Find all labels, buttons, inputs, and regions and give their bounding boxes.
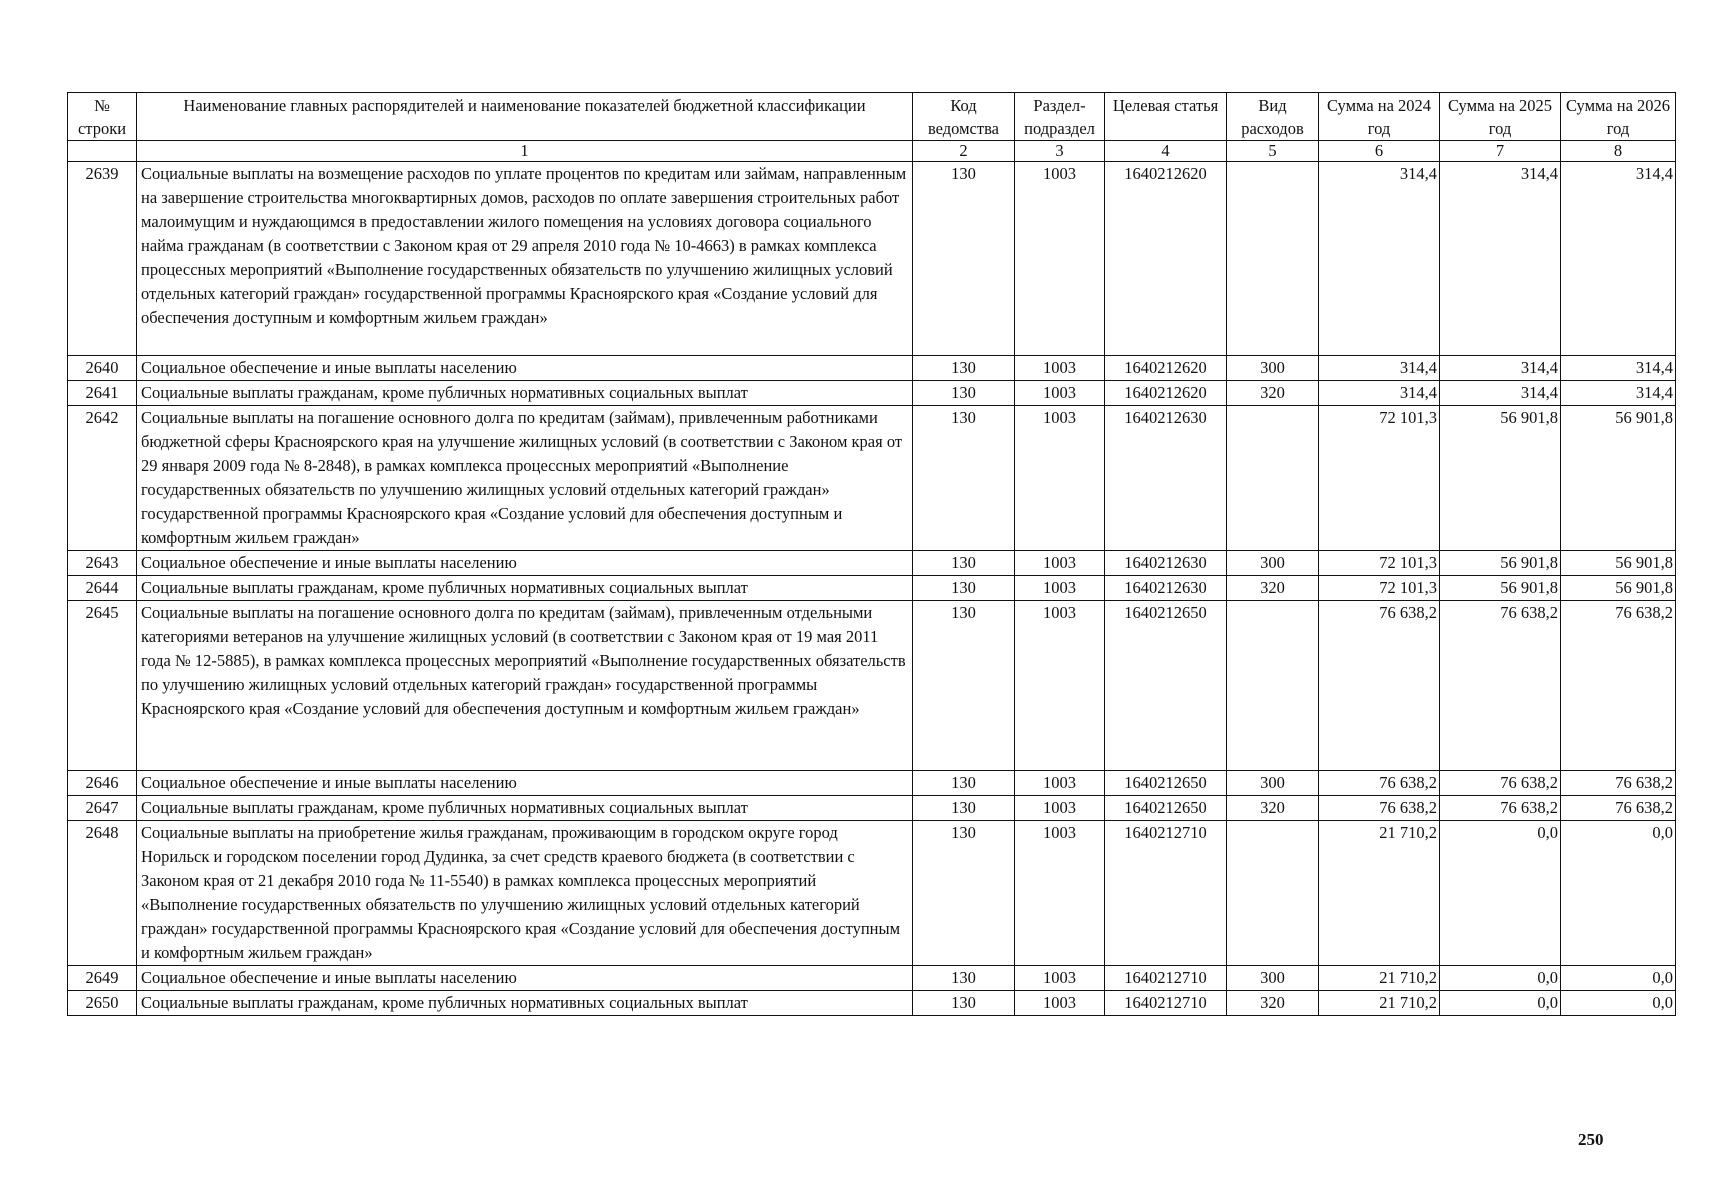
row-dept-code: 130	[913, 381, 1015, 406]
row-number: 2646	[68, 771, 137, 796]
row-dept-code: 130	[913, 991, 1015, 1016]
row-name: Социальные выплаты на приобретение жилья гражданам, проживающим в городском округе город Норильск и городском поселении город Дудинка, за счет средств краевого бюджета (в соответствии с Законом края от 21 декабря 2010 года № 11-5540) в рамках комплекса процессных мероприятий «Выполнение государственных обязательств по улучшению жилищных условий отдельных категорий граждан» государственной программы Красноярского края «Создание условий для обеспечения доступным и комфортным жильем граждан»	[137, 821, 913, 966]
table-row	[68, 966, 1676, 991]
row-number: 2640	[68, 356, 137, 381]
row-expense-type	[1227, 821, 1319, 966]
table-row	[68, 601, 1676, 771]
row-target: 1640212620	[1105, 162, 1227, 356]
table-row	[68, 576, 1676, 601]
table-row	[68, 162, 1676, 356]
budget-table	[67, 92, 1676, 1016]
row-target: 1640212630	[1105, 551, 1227, 576]
row-section: 1003	[1015, 576, 1105, 601]
row-section: 1003	[1015, 551, 1105, 576]
row-number: 2648	[68, 821, 137, 966]
row-sum-2026: 76 638,2	[1561, 796, 1676, 821]
row-section: 1003	[1015, 966, 1105, 991]
header-sum-2025: Сумма на 2025 год	[1440, 93, 1561, 141]
row-expense-type: 300	[1227, 551, 1319, 576]
table-row	[68, 771, 1676, 796]
row-number: 2642	[68, 406, 137, 551]
row-section: 1003	[1015, 406, 1105, 551]
row-section: 1003	[1015, 601, 1105, 771]
column-index: 8	[1561, 141, 1676, 162]
row-name: Социальные выплаты гражданам, кроме публичных нормативных социальных выплат	[137, 381, 913, 406]
row-sum-2025: 76 638,2	[1440, 601, 1561, 771]
row-name: Социальные выплаты гражданам, кроме публичных нормативных социальных выплат	[137, 991, 913, 1016]
row-dept-code: 130	[913, 551, 1015, 576]
table-row	[68, 356, 1676, 381]
row-name: Социальное обеспечение и иные выплаты населению	[137, 551, 913, 576]
row-target: 1640212710	[1105, 966, 1227, 991]
table-body	[68, 162, 1676, 1016]
row-dept-code: 130	[913, 796, 1015, 821]
table-row	[68, 406, 1676, 551]
row-sum-2026: 76 638,2	[1561, 601, 1676, 771]
column-index: 4	[1105, 141, 1227, 162]
header-dept-code: Код ведомства	[913, 93, 1015, 141]
row-dept-code: 130	[913, 576, 1015, 601]
row-section: 1003	[1015, 356, 1105, 381]
header-expense-type: Вид расходов	[1227, 93, 1319, 141]
row-name: Социальные выплаты гражданам, кроме публичных нормативных социальных выплат	[137, 576, 913, 601]
column-index-row	[68, 141, 1676, 162]
row-expense-type	[1227, 162, 1319, 356]
row-sum-2024: 76 638,2	[1319, 771, 1440, 796]
row-section: 1003	[1015, 796, 1105, 821]
row-section: 1003	[1015, 821, 1105, 966]
row-sum-2025: 0,0	[1440, 991, 1561, 1016]
row-sum-2025: 76 638,2	[1440, 771, 1561, 796]
row-sum-2025: 76 638,2	[1440, 796, 1561, 821]
table-row	[68, 381, 1676, 406]
header-name: Наименование главных распорядителей и наименование показателей бюджетной классификации	[137, 93, 913, 141]
row-sum-2024: 314,4	[1319, 162, 1440, 356]
column-index: 1	[137, 141, 913, 162]
row-sum-2026: 0,0	[1561, 991, 1676, 1016]
table-row	[68, 991, 1676, 1016]
row-dept-code: 130	[913, 162, 1015, 356]
table-row	[68, 551, 1676, 576]
row-expense-type: 320	[1227, 381, 1319, 406]
row-dept-code: 130	[913, 601, 1015, 771]
row-sum-2026: 314,4	[1561, 381, 1676, 406]
header-row-no: № строки	[68, 93, 137, 141]
row-number: 2641	[68, 381, 137, 406]
header-sum-2024: Сумма на 2024 год	[1319, 93, 1440, 141]
row-number: 2644	[68, 576, 137, 601]
row-sum-2026: 56 901,8	[1561, 576, 1676, 601]
row-sum-2024: 76 638,2	[1319, 796, 1440, 821]
row-target: 1640212630	[1105, 406, 1227, 551]
row-sum-2025: 314,4	[1440, 356, 1561, 381]
row-expense-type	[1227, 601, 1319, 771]
row-expense-type: 320	[1227, 991, 1319, 1016]
header-section: Раздел-подраздел	[1015, 93, 1105, 141]
row-sum-2026: 56 901,8	[1561, 406, 1676, 551]
row-sum-2025: 56 901,8	[1440, 576, 1561, 601]
row-sum-2024: 72 101,3	[1319, 406, 1440, 551]
row-name: Социальные выплаты на погашение основного долга по кредитам (займам), привлеченным работниками бюджетной сферы Красноярского края на улучшение жилищных условий (в соответствии с Законом края от 29 января 2009 года № 8-2848), в рамках комплекса процессных мероприятий «Выполнение государственных обязательств по улучшению жилищных условий отдельных категорий граждан» государственной программы Красноярского края «Создание условий для обеспечения доступным и комфортным жильем граждан»	[137, 406, 913, 551]
page-number: 250	[1578, 1130, 1604, 1149]
row-dept-code: 130	[913, 406, 1015, 551]
row-expense-type: 300	[1227, 356, 1319, 381]
row-sum-2025: 314,4	[1440, 162, 1561, 356]
row-number: 2643	[68, 551, 137, 576]
row-sum-2026: 76 638,2	[1561, 771, 1676, 796]
row-number: 2639	[68, 162, 137, 356]
row-expense-type: 320	[1227, 796, 1319, 821]
row-sum-2025: 56 901,8	[1440, 551, 1561, 576]
row-name: Социальные выплаты на погашение основного долга по кредитам (займам), привлеченным отдельными категориями ветеранов на улучшение жилищных условий (в соответствии с Законом края от 19 мая 2011 года № 12-5885), в рамках комплекса процессных мероприятий «Выполнение государственных обязательств по улучшению жилищных условий отдельных категорий граждан» государственной программы Красноярского края «Создание условий для обеспечения доступным и комфортным жильем граждан»	[137, 601, 913, 771]
row-target: 1640212620	[1105, 356, 1227, 381]
column-index: 3	[1015, 141, 1105, 162]
row-target: 1640212650	[1105, 771, 1227, 796]
row-section: 1003	[1015, 381, 1105, 406]
row-dept-code: 130	[913, 771, 1015, 796]
row-section: 1003	[1015, 771, 1105, 796]
row-target: 1640212710	[1105, 821, 1227, 966]
row-sum-2025: 56 901,8	[1440, 406, 1561, 551]
row-sum-2025: 0,0	[1440, 821, 1561, 966]
table-row	[68, 821, 1676, 966]
row-name: Социальное обеспечение и иные выплаты населению	[137, 771, 913, 796]
row-sum-2024: 21 710,2	[1319, 991, 1440, 1016]
row-expense-type	[1227, 406, 1319, 551]
row-dept-code: 130	[913, 356, 1015, 381]
row-sum-2024: 314,4	[1319, 356, 1440, 381]
row-target: 1640212620	[1105, 381, 1227, 406]
row-name: Социальные выплаты на возмещение расходов по уплате процентов по кредитам или займам, направленным на завершение строительства многоквартирных домов, расходов по оплате завершения строительных работ малоимущим и нуждающимся в предоставлении жилого помещения на условиях договора социального найма гражданам (в соответствии с Законом края от 29 апреля 2010 года № 10-4663) в рамках комплекса процессных мероприятий «Выполнение государственных обязательств по улучшению жилищных условий отдельных категорий граждан» государственной программы Красноярского края «Создание условий для обеспечения доступным и комфортным жильем граждан»	[137, 162, 913, 356]
row-sum-2024: 21 710,2	[1319, 821, 1440, 966]
row-expense-type: 300	[1227, 966, 1319, 991]
row-number: 2649	[68, 966, 137, 991]
header-target: Целевая статья	[1105, 93, 1227, 141]
row-target: 1640212650	[1105, 601, 1227, 771]
row-expense-type: 300	[1227, 771, 1319, 796]
header-row	[68, 93, 1676, 141]
row-sum-2026: 56 901,8	[1561, 551, 1676, 576]
row-sum-2025: 0,0	[1440, 966, 1561, 991]
column-index: 6	[1319, 141, 1440, 162]
row-sum-2024: 314,4	[1319, 381, 1440, 406]
row-sum-2024: 76 638,2	[1319, 601, 1440, 771]
row-number: 2645	[68, 601, 137, 771]
row-target: 1640212650	[1105, 796, 1227, 821]
column-index: 5	[1227, 141, 1319, 162]
row-name: Социальное обеспечение и иные выплаты населению	[137, 356, 913, 381]
row-dept-code: 130	[913, 966, 1015, 991]
row-name: Социальные выплаты гражданам, кроме публичных нормативных социальных выплат	[137, 796, 913, 821]
row-sum-2026: 0,0	[1561, 966, 1676, 991]
row-section: 1003	[1015, 991, 1105, 1016]
column-index: 2	[913, 141, 1015, 162]
row-target: 1640212710	[1105, 991, 1227, 1016]
table-row	[68, 796, 1676, 821]
column-index: 7	[1440, 141, 1561, 162]
row-sum-2026: 0,0	[1561, 821, 1676, 966]
row-expense-type: 320	[1227, 576, 1319, 601]
row-sum-2025: 314,4	[1440, 381, 1561, 406]
row-number: 2650	[68, 991, 137, 1016]
row-sum-2024: 72 101,3	[1319, 551, 1440, 576]
row-section: 1003	[1015, 162, 1105, 356]
row-sum-2024: 21 710,2	[1319, 966, 1440, 991]
row-target: 1640212630	[1105, 576, 1227, 601]
column-index-empty	[68, 141, 137, 162]
row-sum-2024: 72 101,3	[1319, 576, 1440, 601]
row-name: Социальное обеспечение и иные выплаты населению	[137, 966, 913, 991]
row-dept-code: 130	[913, 821, 1015, 966]
row-sum-2026: 314,4	[1561, 162, 1676, 356]
row-sum-2026: 314,4	[1561, 356, 1676, 381]
row-number: 2647	[68, 796, 137, 821]
header-sum-2026: Сумма на 2026 год	[1561, 93, 1676, 141]
